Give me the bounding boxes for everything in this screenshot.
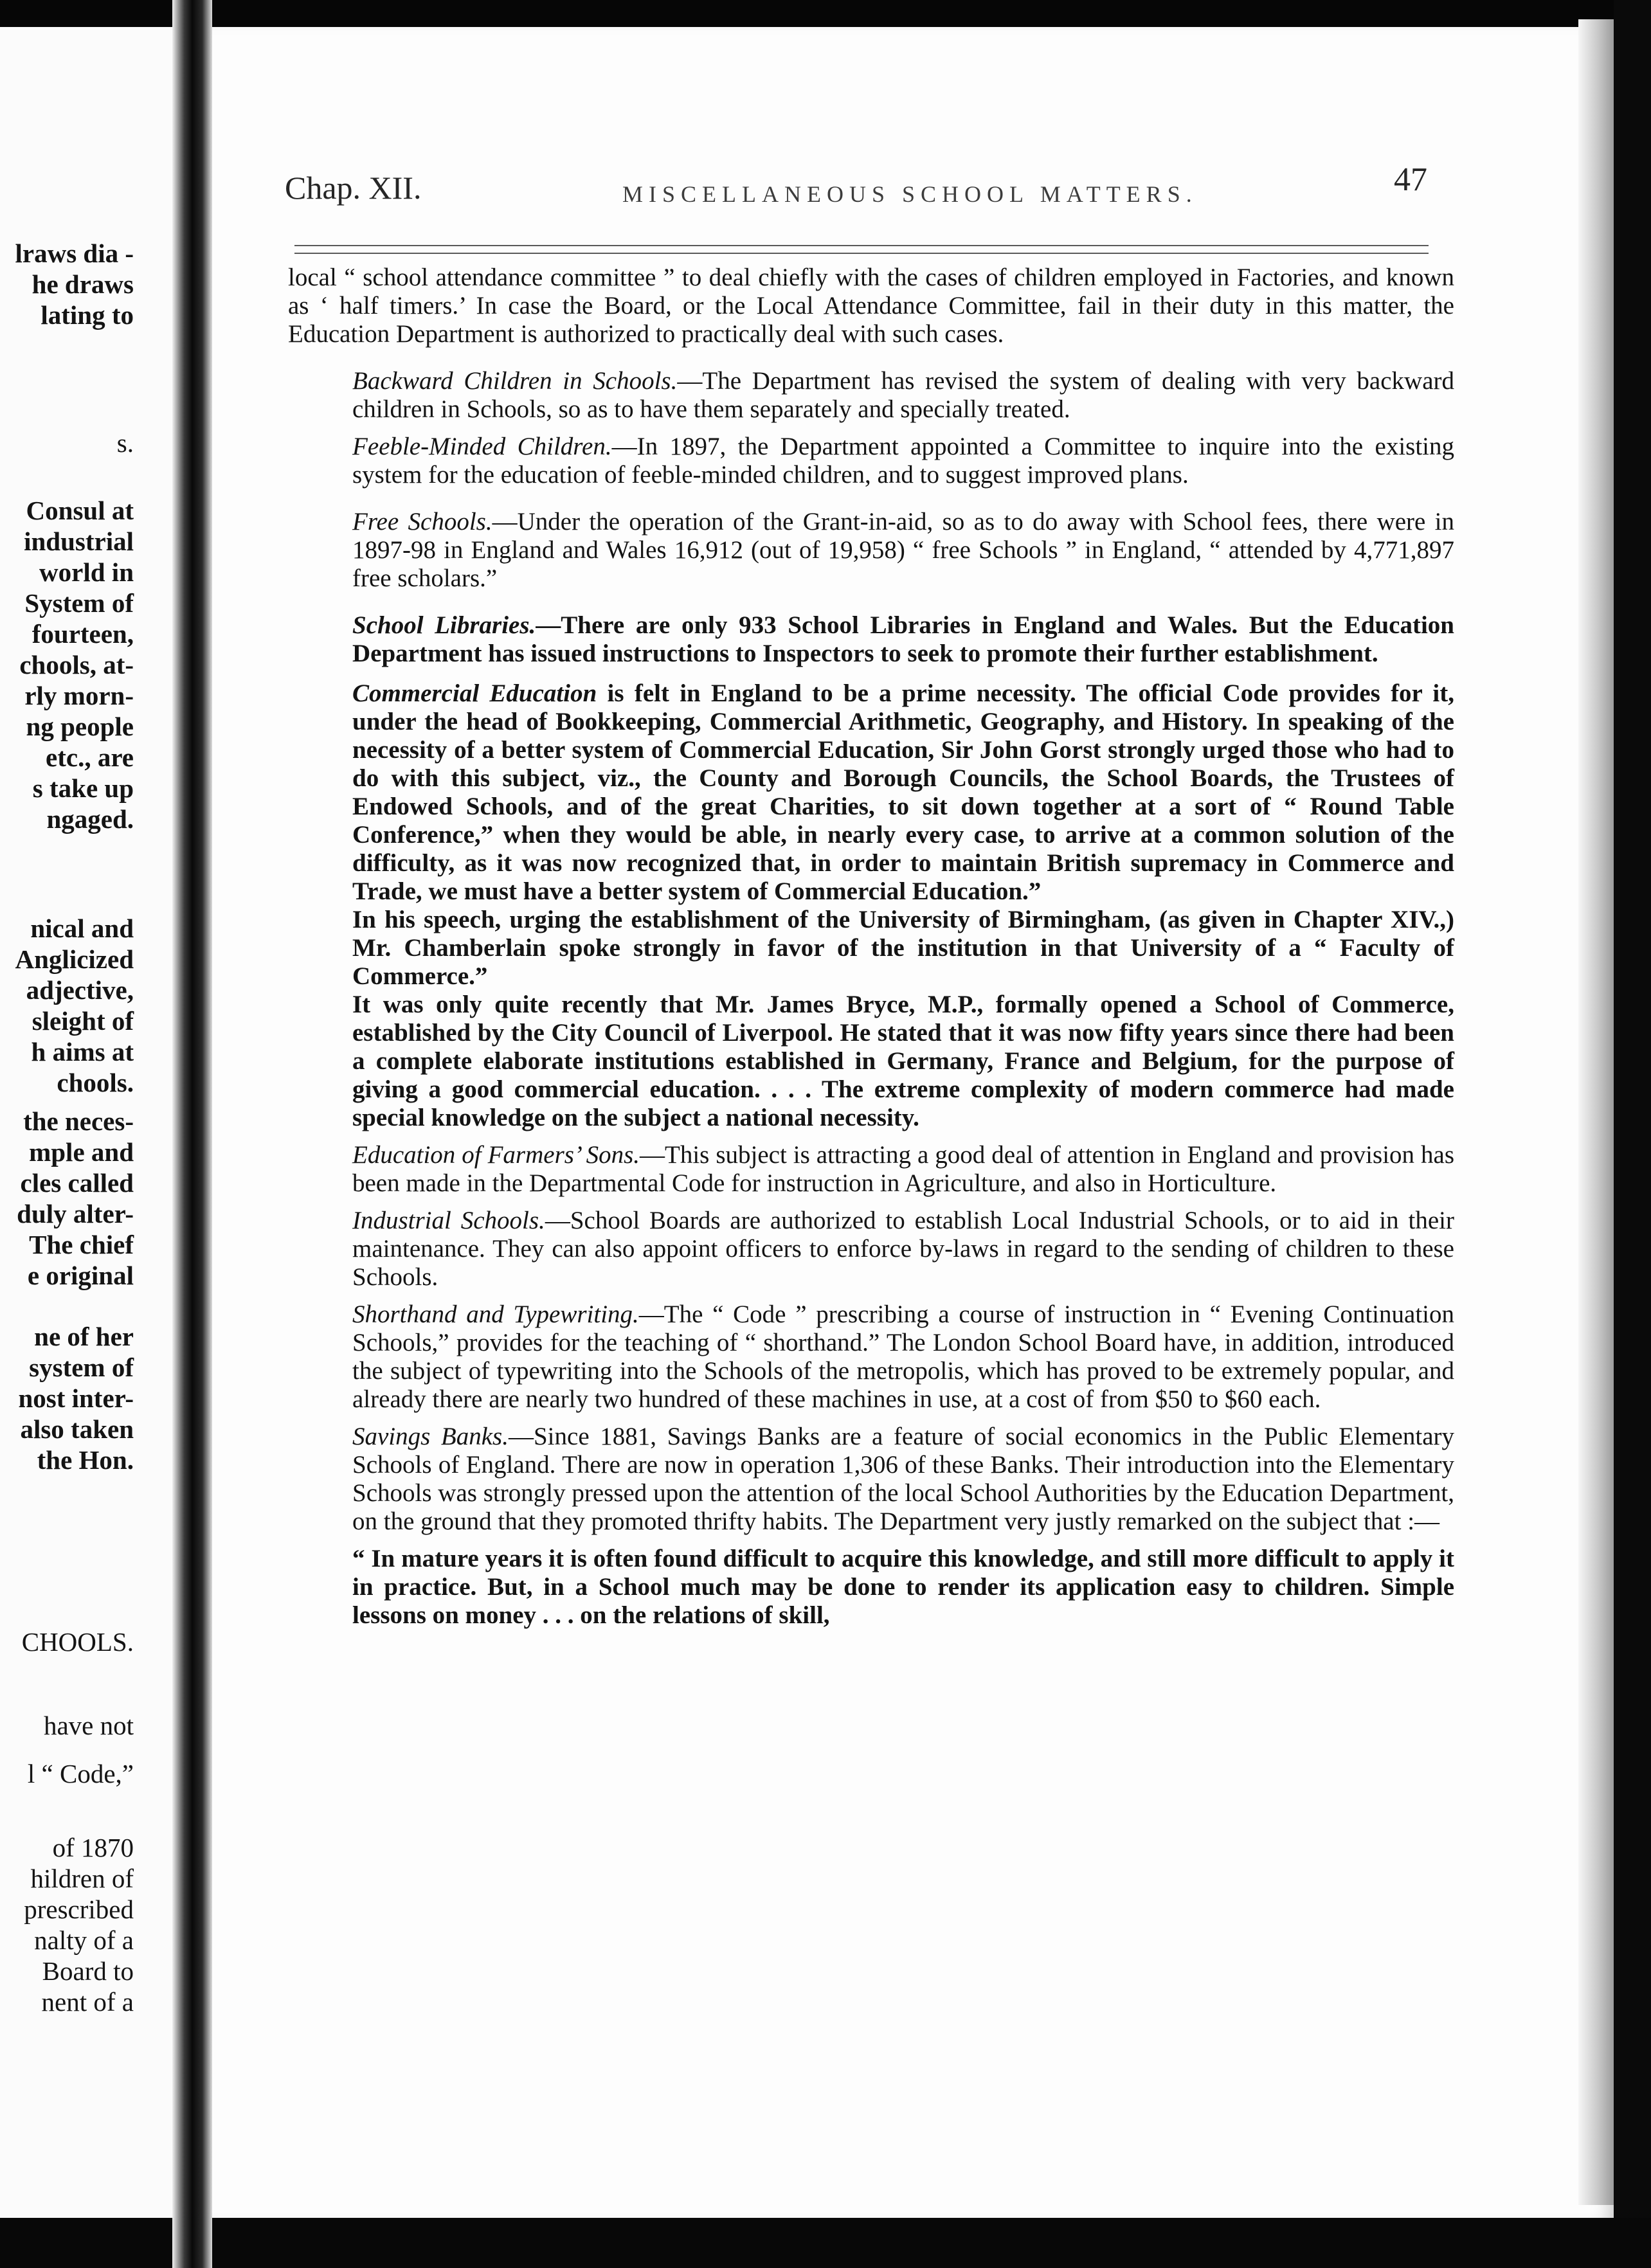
- paragraph-text: —In 1897, the Department appointed a Committee to inquire into the existing system for the education of feeble-minded children, and to suggest improved plans.: [352, 433, 1455, 489]
- facing-page-line: chools, at-: [19, 650, 134, 680]
- facing-page-line: prescribed: [24, 1895, 134, 1924]
- running-title: MISCELLANEOUS SCHOOL MATTERS.: [622, 181, 1198, 207]
- paragraph-free-schools: [288, 508, 1454, 593]
- scan-border-bottom: [0, 2218, 1651, 2268]
- page-edge-shadow: [1578, 19, 1614, 2205]
- facing-page-line: nent of a: [41, 1987, 134, 2017]
- facing-page-line: duly alter-: [17, 1199, 134, 1228]
- paragraph-attendance-committee: [288, 264, 1454, 348]
- facing-page-line: h aims at: [31, 1037, 134, 1066]
- paragraph-text: is felt in England to be a prime necessity. The official Code provides for it, under the head of Bookkeeping, Commercial Arithmetic, Geography, and History. In speaking of the necessity of a better system of Commercial Education, Sir John Gorst strongly urged those who had to do with this subject, viz., the County and Borough Councils, the School Boards, the Trustees of Endowed Schools, and of the great Charities, to sit down together at a sort of “ Round Table Conference,” when they would be able, in nearly every case, to arrive at a common solution of the difficulty, as it was now recognized that, in order to maintain British supremacy in Commerce and Trade, we must have a better system of Commercial Education.”: [352, 680, 1454, 905]
- paragraph-text: —School Boards are authorized to establish Local Industrial Schools, or to aid in their maintenance. They can also appoint officers to enforce by-laws in regard to the sending of children to these Schools.: [352, 1207, 1454, 1291]
- paragraph-text: —Since 1881, Savings Banks are a feature of social economics in the Public Elementary Schools of England. There are now in operation 1,306 of these Banks. Their introduction into the Elementary Schools was strongly pressed upon the attention of the local School Authorities by the Education Department, on the ground that they promoted thrifty habits. The Department very justly remarked on the subject that :—: [352, 1423, 1454, 1535]
- facing-page-line: ne of her: [34, 1322, 134, 1351]
- paragraph-text: —This subject is attracting a good deal of attention in England and provision has been made in the Departmental Code for instruction in Agriculture, and also in Horticulture.: [352, 1141, 1455, 1197]
- paragraph-heading: Free Schools.: [352, 508, 492, 536]
- facing-page-line: of 1870: [52, 1833, 134, 1862]
- paragraph-feeble-minded: [288, 433, 1454, 489]
- facing-page-line: System of: [24, 588, 134, 618]
- main-text: [288, 264, 1454, 1630]
- paragraph-heading: School Libraries.: [352, 611, 536, 639]
- paragraph-birmingham: [288, 906, 1454, 991]
- facing-page-line: the neces-: [23, 1106, 134, 1136]
- paragraph-heading: Industrial Schools.: [352, 1207, 545, 1234]
- facing-page-line: chools.: [57, 1068, 134, 1097]
- facing-page-line: The chief: [29, 1230, 134, 1259]
- paragraph-heading: Commercial Education: [352, 680, 597, 707]
- paragraph-heading: Shorthand and Typewriting.: [352, 1300, 639, 1328]
- facing-page-line: nical and: [30, 914, 134, 943]
- paragraph-heading: Education of Farmers’ Sons.: [352, 1141, 640, 1169]
- facing-page-line: Board to: [42, 1956, 134, 1986]
- paragraph-quotation: [288, 1545, 1454, 1630]
- paragraph-school-libraries: [288, 611, 1454, 668]
- paragraph-liverpool: [288, 991, 1454, 1132]
- facing-page-line: adjective,: [26, 975, 134, 1005]
- facing-page-line: Consul at: [26, 496, 134, 525]
- scan-border-top: [0, 0, 1651, 27]
- facing-page-line: s.: [116, 428, 134, 458]
- facing-page-line: rly morn-: [24, 681, 134, 710]
- facing-page-line: CHOOLS.: [21, 1627, 134, 1657]
- paragraph-shorthand: [288, 1300, 1454, 1414]
- facing-page-line: Anglicized: [15, 944, 134, 974]
- facing-page-line: cles called: [20, 1168, 134, 1198]
- facing-page-line: ngaged.: [46, 804, 134, 834]
- facing-page-line: s take up: [32, 773, 134, 803]
- paragraph-text: —The Department has revised the system of dealing with very backward children in Schools, so as to have them separately and specially treated.: [352, 367, 1454, 423]
- facing-page-line: industrial: [24, 526, 134, 556]
- facing-page-line: lating to: [41, 300, 134, 330]
- facing-page-line: have not: [43, 1711, 134, 1740]
- paragraph-text: —Under the operation of the Grant-in-aid, so as to do away with School fees, there were in 1897-98 in England and Wales 16,912 (out of 19,958) “ free Schools ” in England, “ attended by 4,771,897 free scholars.”: [352, 508, 1455, 592]
- paragraph-text: It was only quite recently that Mr. James Bryce, M.P., formally opened a School of Commerce, established by the City Council of Liverpool. He stated that it was now fifty years since there had been a complete elaborate institutions established in Germany, France and Belgium, for the purpose of giving a good commercial education. . . . The extreme complexity of modern commerce had made special knowledge on the subject a national necessity.: [352, 991, 1454, 1131]
- paragraph-farmers-sons: [288, 1141, 1454, 1198]
- facing-page-line: hildren of: [30, 1864, 134, 1893]
- facing-page-line: ng people: [26, 712, 134, 741]
- facing-page-line: e original: [27, 1261, 134, 1290]
- paragraph-industrial-schools: [288, 1207, 1454, 1292]
- paragraph-heading: Backward Children in Schools.: [352, 367, 678, 395]
- facing-page-line: etc., are: [46, 742, 134, 772]
- paragraph-backward-children: [288, 367, 1454, 424]
- facing-page-line: mple and: [29, 1137, 134, 1167]
- facing-page-line: nalty of a: [34, 1925, 134, 1955]
- paragraph-text: local “ school attendance committee ” to deal chiefly with the cases of children employed in Factories, and known as ‘ half timers.’ In case the Board, or the Local Attendance Committee, fail in their duty in this matter, the Education Department is authorized to practically deal with such cases.: [288, 264, 1454, 348]
- scan-border-right: [1614, 0, 1651, 2268]
- facing-page-line: l “ Code,”: [27, 1759, 134, 1788]
- page-number: 47: [1394, 161, 1427, 198]
- facing-page-line: fourteen,: [32, 619, 134, 649]
- facing-page-line: world in: [39, 557, 134, 587]
- header-rule-bottom: [294, 253, 1429, 254]
- facing-page-line: lraws dia -: [15, 239, 134, 268]
- paragraph-text: “ In mature years it is often found difficult to acquire this knowledge, and still more difficult to apply it in practice. But, in a School much may be done to render its application easy to children. Simple lessons on money . . . on the relations of skill,: [352, 1545, 1454, 1629]
- paragraph-savings-banks: [288, 1423, 1454, 1536]
- book-gutter: [172, 0, 212, 2268]
- facing-page-line: sleight of: [32, 1006, 134, 1036]
- chapter-heading: Chap. XII.: [285, 170, 422, 206]
- paragraph-text: —The “ Code ” prescribing a course of instruction in “ Evening Continuation Schools,” provides for the teaching of “ shorthand.” The London School Board have, in addition, introduced the subject of typewriting into the Schools of the metropolis, which has proved to be extremely popular, and already there are nearly two hundred of these machines in use, at a cost of from $50 to $60 each.: [352, 1300, 1454, 1413]
- facing-page-line: system of: [29, 1353, 134, 1382]
- facing-page-fragment: [0, 27, 172, 2218]
- facing-page-line: the Hon.: [37, 1445, 134, 1475]
- facing-page-line: he draws: [32, 269, 134, 299]
- header-rule-top: [294, 245, 1429, 246]
- paragraph-commercial-education: [288, 680, 1454, 906]
- facing-page-line: nost inter-: [18, 1383, 134, 1413]
- paragraph-heading: Feeble-Minded Children.: [352, 433, 612, 460]
- paragraph-heading: Savings Banks.: [352, 1423, 509, 1450]
- paragraph-text: In his speech, urging the establishment of the University of Birmingham, (as given in Chapter XIV.,) Mr. Chamberlain spoke strongly in favor of the institution in that University of a “ Faculty of Commerce.”: [352, 906, 1454, 990]
- paragraph-text: —There are only 933 School Libraries in England and Wales. But the Education Department has issued instructions to Inspectors to seek to promote their further establishment.: [352, 611, 1454, 667]
- facing-page-line: also taken: [20, 1414, 134, 1444]
